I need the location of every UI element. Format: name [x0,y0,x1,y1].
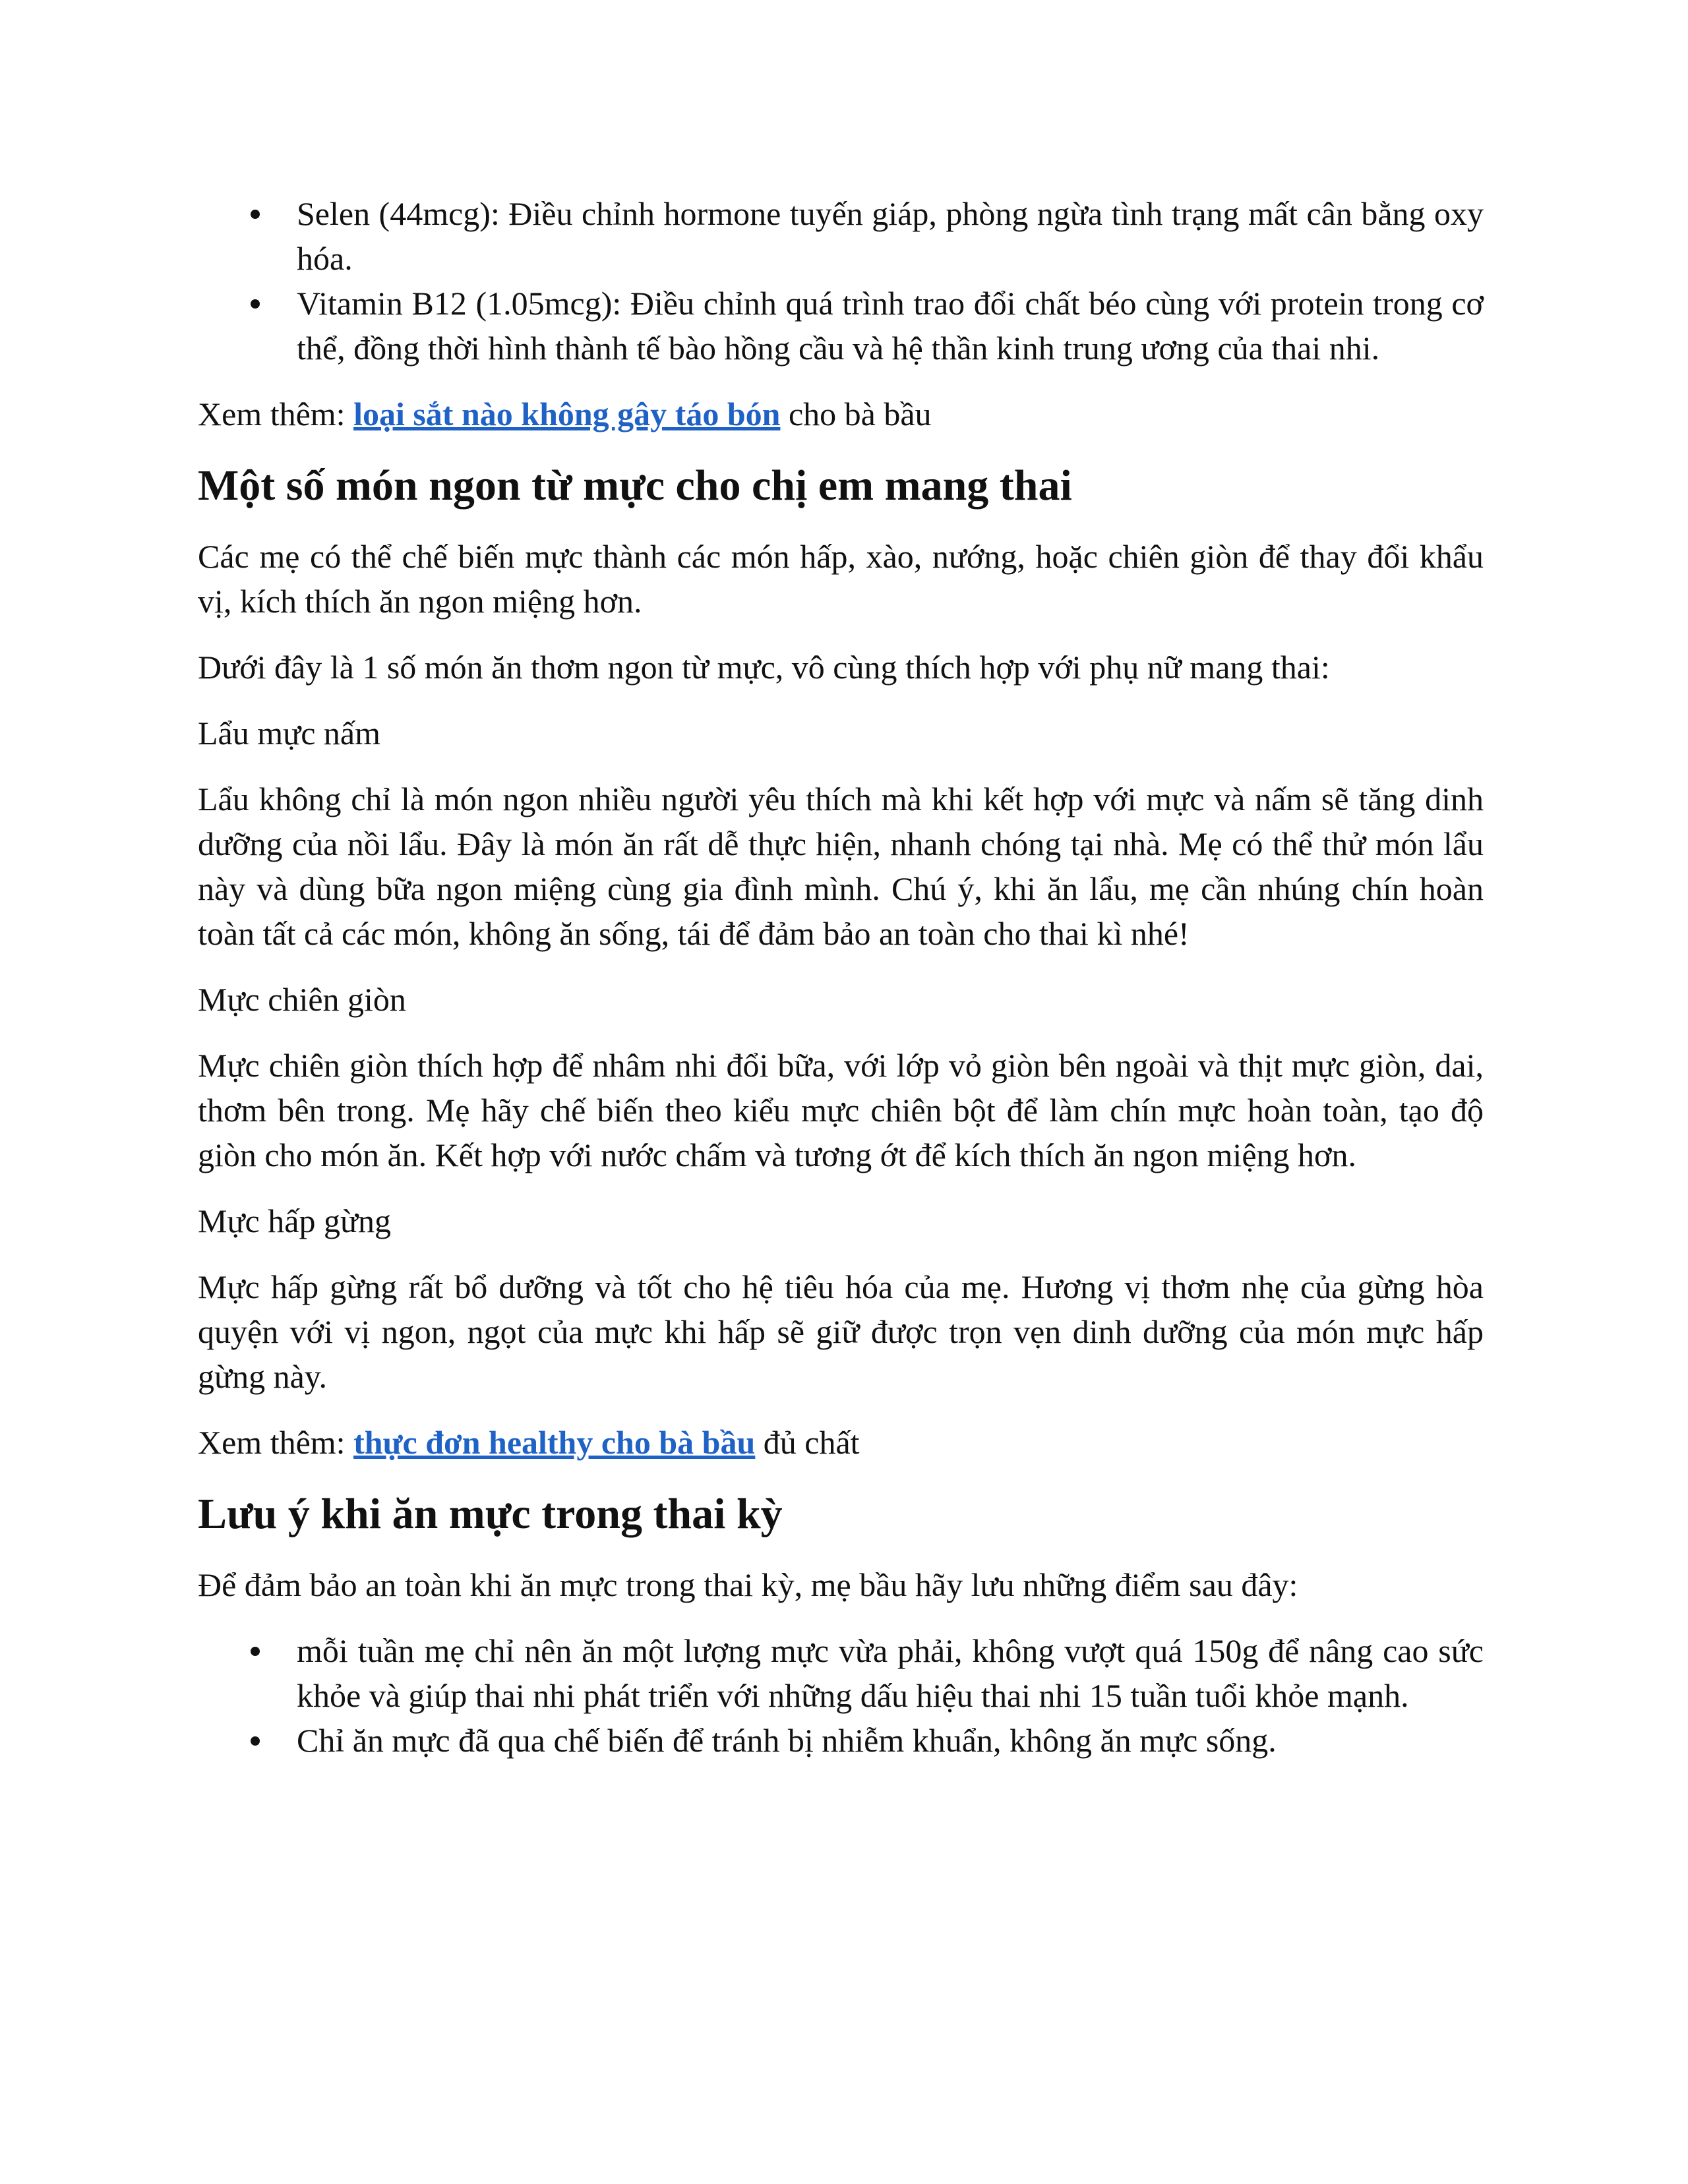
dish-name: Lẩu mực nấm [198,715,381,752]
dish-description: Lẩu không chỉ là món ngon nhiều người yêu thích mà khi kết hợp với mực và nấm sẽ tăng dinh dưỡng của nồi lẩu. Đây là món ăn rất dễ thực hiện, nhanh chóng tại nhà. Mẹ có thể thử món lẩu này và dùng bữa ngon miệng cùng gia đình mình. Chú ý, khi ăn lẩu, mẹ cần nhúng chín hoàn toàn tất cả các món, không ăn sống, tái để đảm bảo an toàn cho thai kì nhé! [198,781,1484,952]
list-item-text: Vitamin B12 (1.05mcg): Điều chỉnh quá trình trao đổi chất béo cùng với protein trong cơ thể, đồng thời hình thành tế bào hồng cầu và hệ thần kinh trung ương của thai nhi. [297,285,1484,367]
see-more-suffix: đủ chất [755,1424,860,1461]
list-item [198,1718,1484,1763]
dish-name: Mực chiên giòn [198,981,406,1018]
list-item [198,191,1484,281]
list-item [198,1628,1484,1718]
dish-description: Mực chiên giòn thích hợp để nhâm nhi đổi bữa, với lớp vỏ giòn bên ngoài và thịt mực giòn, dai, thơm bên trong. Mẹ hãy chế biến theo kiểu mực chiên bột để làm chín mực hoàn toàn, tạo độ giòn cho món ăn. Kết hợp với nước chấm và tương ớt để kích thích ăn ngon miệng hơn. [198,1047,1484,1173]
iron-supplement-link[interactable]: loại sắt nào không gây táo bón [353,396,781,432]
see-more-prefix: Xem thêm: [198,1424,354,1461]
dish-name: Mực hấp gừng [198,1202,392,1239]
bullet-icon [251,1736,260,1746]
bullet-icon [251,299,260,309]
section-heading: Lưu ý khi ăn mực trong thai kỳ [198,1490,783,1538]
list-item-text: Chỉ ăn mực đã qua chế biến để tránh bị nhiễm khuẩn, không ăn mực sống. [297,1722,1277,1759]
list-item-text: mỗi tuần mẹ chỉ nên ăn một lượng mực vừa phải, không vượt quá 150g để nâng cao sức khỏe và giúp thai nhi phát triển với những dấu hiệu thai nhi 15 tuần tuổi khỏe mạnh. [297,1632,1484,1714]
see-more-line [198,392,1484,436]
document-page [198,191,1484,1784]
section-intro: Dưới đây là 1 số món ăn thơm ngon từ mực, vô cùng thích hợp với phụ nữ mang thai: [198,649,1330,686]
list-item-text: Selen (44mcg): Điều chỉnh hormone tuyến giáp, phòng ngừa tình trạng mất cân bằng oxy hóa. [297,195,1484,277]
dish-description: Mực hấp gừng rất bổ dưỡng và tốt cho hệ tiêu hóa của mẹ. Hương vị thơm nhẹ của gừng hòa quyện với vị ngon, ngọt của mực khi hấp sẽ giữ được trọn vẹn dinh dưỡng của món mực hấp gừng này. [198,1268,1484,1395]
see-more-prefix: Xem thêm: [198,396,354,432]
caution-bullet-list [198,1628,1484,1763]
healthy-menu-link[interactable]: thực đơn healthy cho bà bầu [353,1424,756,1461]
nutrient-bullet-list [198,191,1484,370]
see-more-line [198,1420,1484,1465]
see-more-suffix: cho bà bầu [780,396,932,432]
list-item [198,281,1484,370]
section-intro: Để đảm bảo an toàn khi ăn mực trong thai kỳ, mẹ bầu hãy lưu những điểm sau đây: [198,1566,1298,1603]
bullet-icon [251,210,260,219]
section-intro: Các mẹ có thể chế biến mực thành các món hấp, xào, nướng, hoặc chiên giòn để thay đổi khẩu vị, kích thích ăn ngon miệng hơn. [198,538,1484,620]
bullet-icon [251,1647,260,1656]
section-heading: Một số món ngon từ mực cho chị em mang thai [198,461,1072,510]
